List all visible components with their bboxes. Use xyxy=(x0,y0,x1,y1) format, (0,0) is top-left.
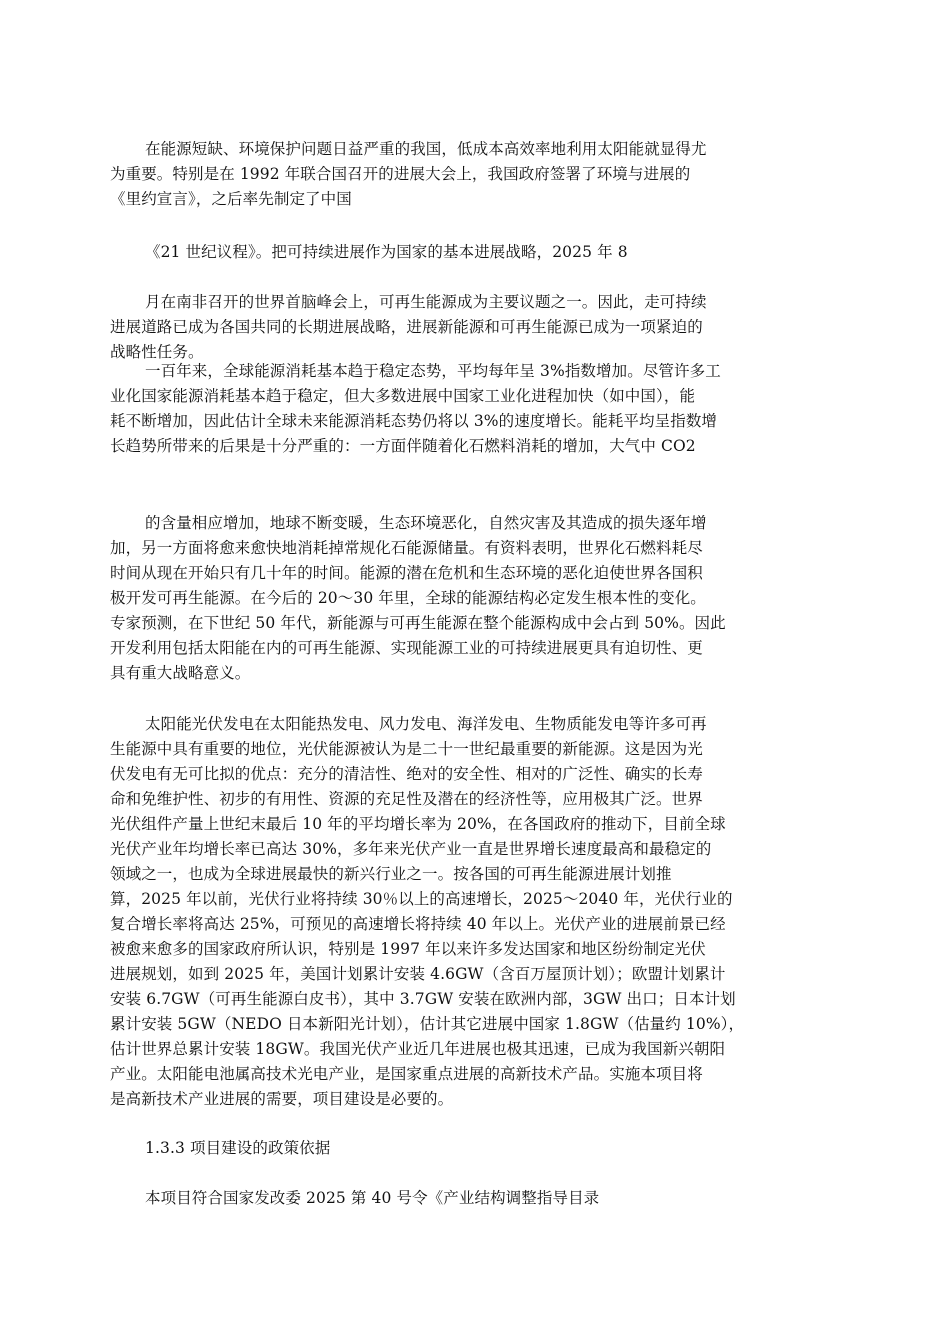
text-line: 命和免维护性、初步的有用性、资源的充足性及潜在的经济性等，应用极其广泛。世界 xyxy=(110,790,703,808)
text-line: 安装 6.7GW（可再生能源白皮书），其中 3.7GW 安装在欧洲内部，3GW 出口；日本计划 xyxy=(110,990,736,1008)
text-line: 开发利用包括太阳能在内的可再生能源、实现能源工业的可持续进展更具有迫切性、更 xyxy=(110,639,703,657)
text-line: 被愈来愈多的国家政府所认识，特别是 1997 年以来许多发达国家和地区纷纷制定光伏 xyxy=(110,940,706,958)
text-line: 光伏产业年均增长率已高达 30%，多年来光伏产业一直是世界增长速度最高和最稳定的 xyxy=(110,840,712,858)
text-line: 领域之一，也成为全球进展最快的新兴行业之一。按各国的可再生能源进展计划推 xyxy=(110,865,672,883)
text-line: 太阳能光伏发电在太阳能热发电、风力发电、海洋发电、生物质能发电等许多可再 xyxy=(145,715,707,733)
text-line: 《里约宣言》，之后率先制定了中国 xyxy=(110,190,352,208)
text-line: 估计世界总累计安装 18GW。我国光伏产业近几年进展也极其迅速，已成为我国新兴朝阳 xyxy=(110,1040,726,1058)
text-line: 专家预测，在下世纪 50 年代，新能源与可再生能源在整个能源构成中会占到 50%。因此 xyxy=(110,614,726,632)
text-line: 是高新技术产业进展的需要，项目建设是必要的。 xyxy=(110,1090,454,1108)
text-line: 极开发可再生能源。在今后的 20～30 年里，全球的能源结构必定发生根本性的变化。 xyxy=(110,589,706,607)
text-line: 耗不断增加，因此估计全球未来能源消耗态势仍将以 3%的速度增长。能耗平均呈指数增 xyxy=(110,412,718,430)
text-line: 产业。太阳能电池属高技术光电产业，是国家重点进展的高新技术产品。实施本项目将 xyxy=(110,1065,703,1083)
text-line: 光伏组件产量上世纪末最后 10 年的平均增长率为 20%，在各国政府的推动下，目前全球 xyxy=(110,815,726,833)
section-heading-text: 1.3.3 项目建设的政策依据 xyxy=(145,1139,331,1157)
text-line: 《21 世纪议程》。把可持续进展作为国家的基本进展战略，2025 年 8 xyxy=(145,243,628,261)
text-line: 进展道路已成为各国共同的长期进展战略，进展新能源和可再生能源已成为一项紧迫的 xyxy=(110,318,703,336)
text-line: 业化国家能源消耗基本趋于稳定，但大多数进展中国家工业化进程加快（如中国），能 xyxy=(110,387,696,405)
text-line: 战略性任务。 xyxy=(110,343,204,361)
text-line: 在能源短缺、环境保护问题日益严重的我国，低成本高效率地利用太阳能就显得尤 xyxy=(145,140,707,158)
text-line: 算，2025 年以前，光伏行业将持续 30％以上的高速增长，2025～2040 年，光伏行业的 xyxy=(110,890,733,908)
text-line: 一百年来，全球能源消耗基本趋于稳定态势，平均每年呈 3%指数增加。尽管许多工 xyxy=(145,362,721,380)
text-line: 月在南非召开的世界首脑峰会上，可再生能源成为主要议题之一。因此，走可持续 xyxy=(145,293,707,311)
text-line: 具有重大战略意义。 xyxy=(110,664,251,682)
text-line: 进展规划，如到 2025 年，美国计划累计安装 4.6GW（含百万屋顶计划）；欧盟计划累计 xyxy=(110,965,726,983)
text-line: 的含量相应增加，地球不断变暖，生态环境恶化，自然灾害及其造成的损失逐年增 xyxy=(145,514,707,532)
text-line: 累计安装 5GW（NEDO 日本新阳光计划），估计其它进展中国家 1.8GW（估量约 10%）， xyxy=(110,1015,745,1033)
text-line: 生能源中具有重要的地位，光伏能源被认为是二十一世纪最重要的新能源。这是因为光 xyxy=(110,740,703,758)
text-line: 长趋势所带来的后果是十分严重的：一方面伴随着化石燃料消耗的增加，大气中 CO2 xyxy=(110,437,696,455)
text-line: 本项目符合国家发改委 2025 第 40 号令《产业结构调整指导目录 xyxy=(145,1189,600,1207)
text-line: 时间从现在开始只有几十年的时间。能源的潜在危机和生态环境的恶化迫使世界各国积 xyxy=(110,564,703,582)
text-line: 加，另一方面将愈来愈快地消耗掉常规化石能源储量。有资料表明，世界化石燃料耗尽 xyxy=(110,539,703,557)
text-line: 复合增长率将高达 25%，可预见的高速增长将持续 40 年以上。光伏产业的进展前景已经 xyxy=(110,915,726,933)
text-line: 伏发电有无可比拟的优点：充分的清洁性、绝对的安全性、相对的广泛性、确实的长寿 xyxy=(110,765,703,783)
text-line: 为重要。特别是在 1992 年联合国召开的进展大会上，我国政府签署了环境与进展的 xyxy=(110,165,691,183)
